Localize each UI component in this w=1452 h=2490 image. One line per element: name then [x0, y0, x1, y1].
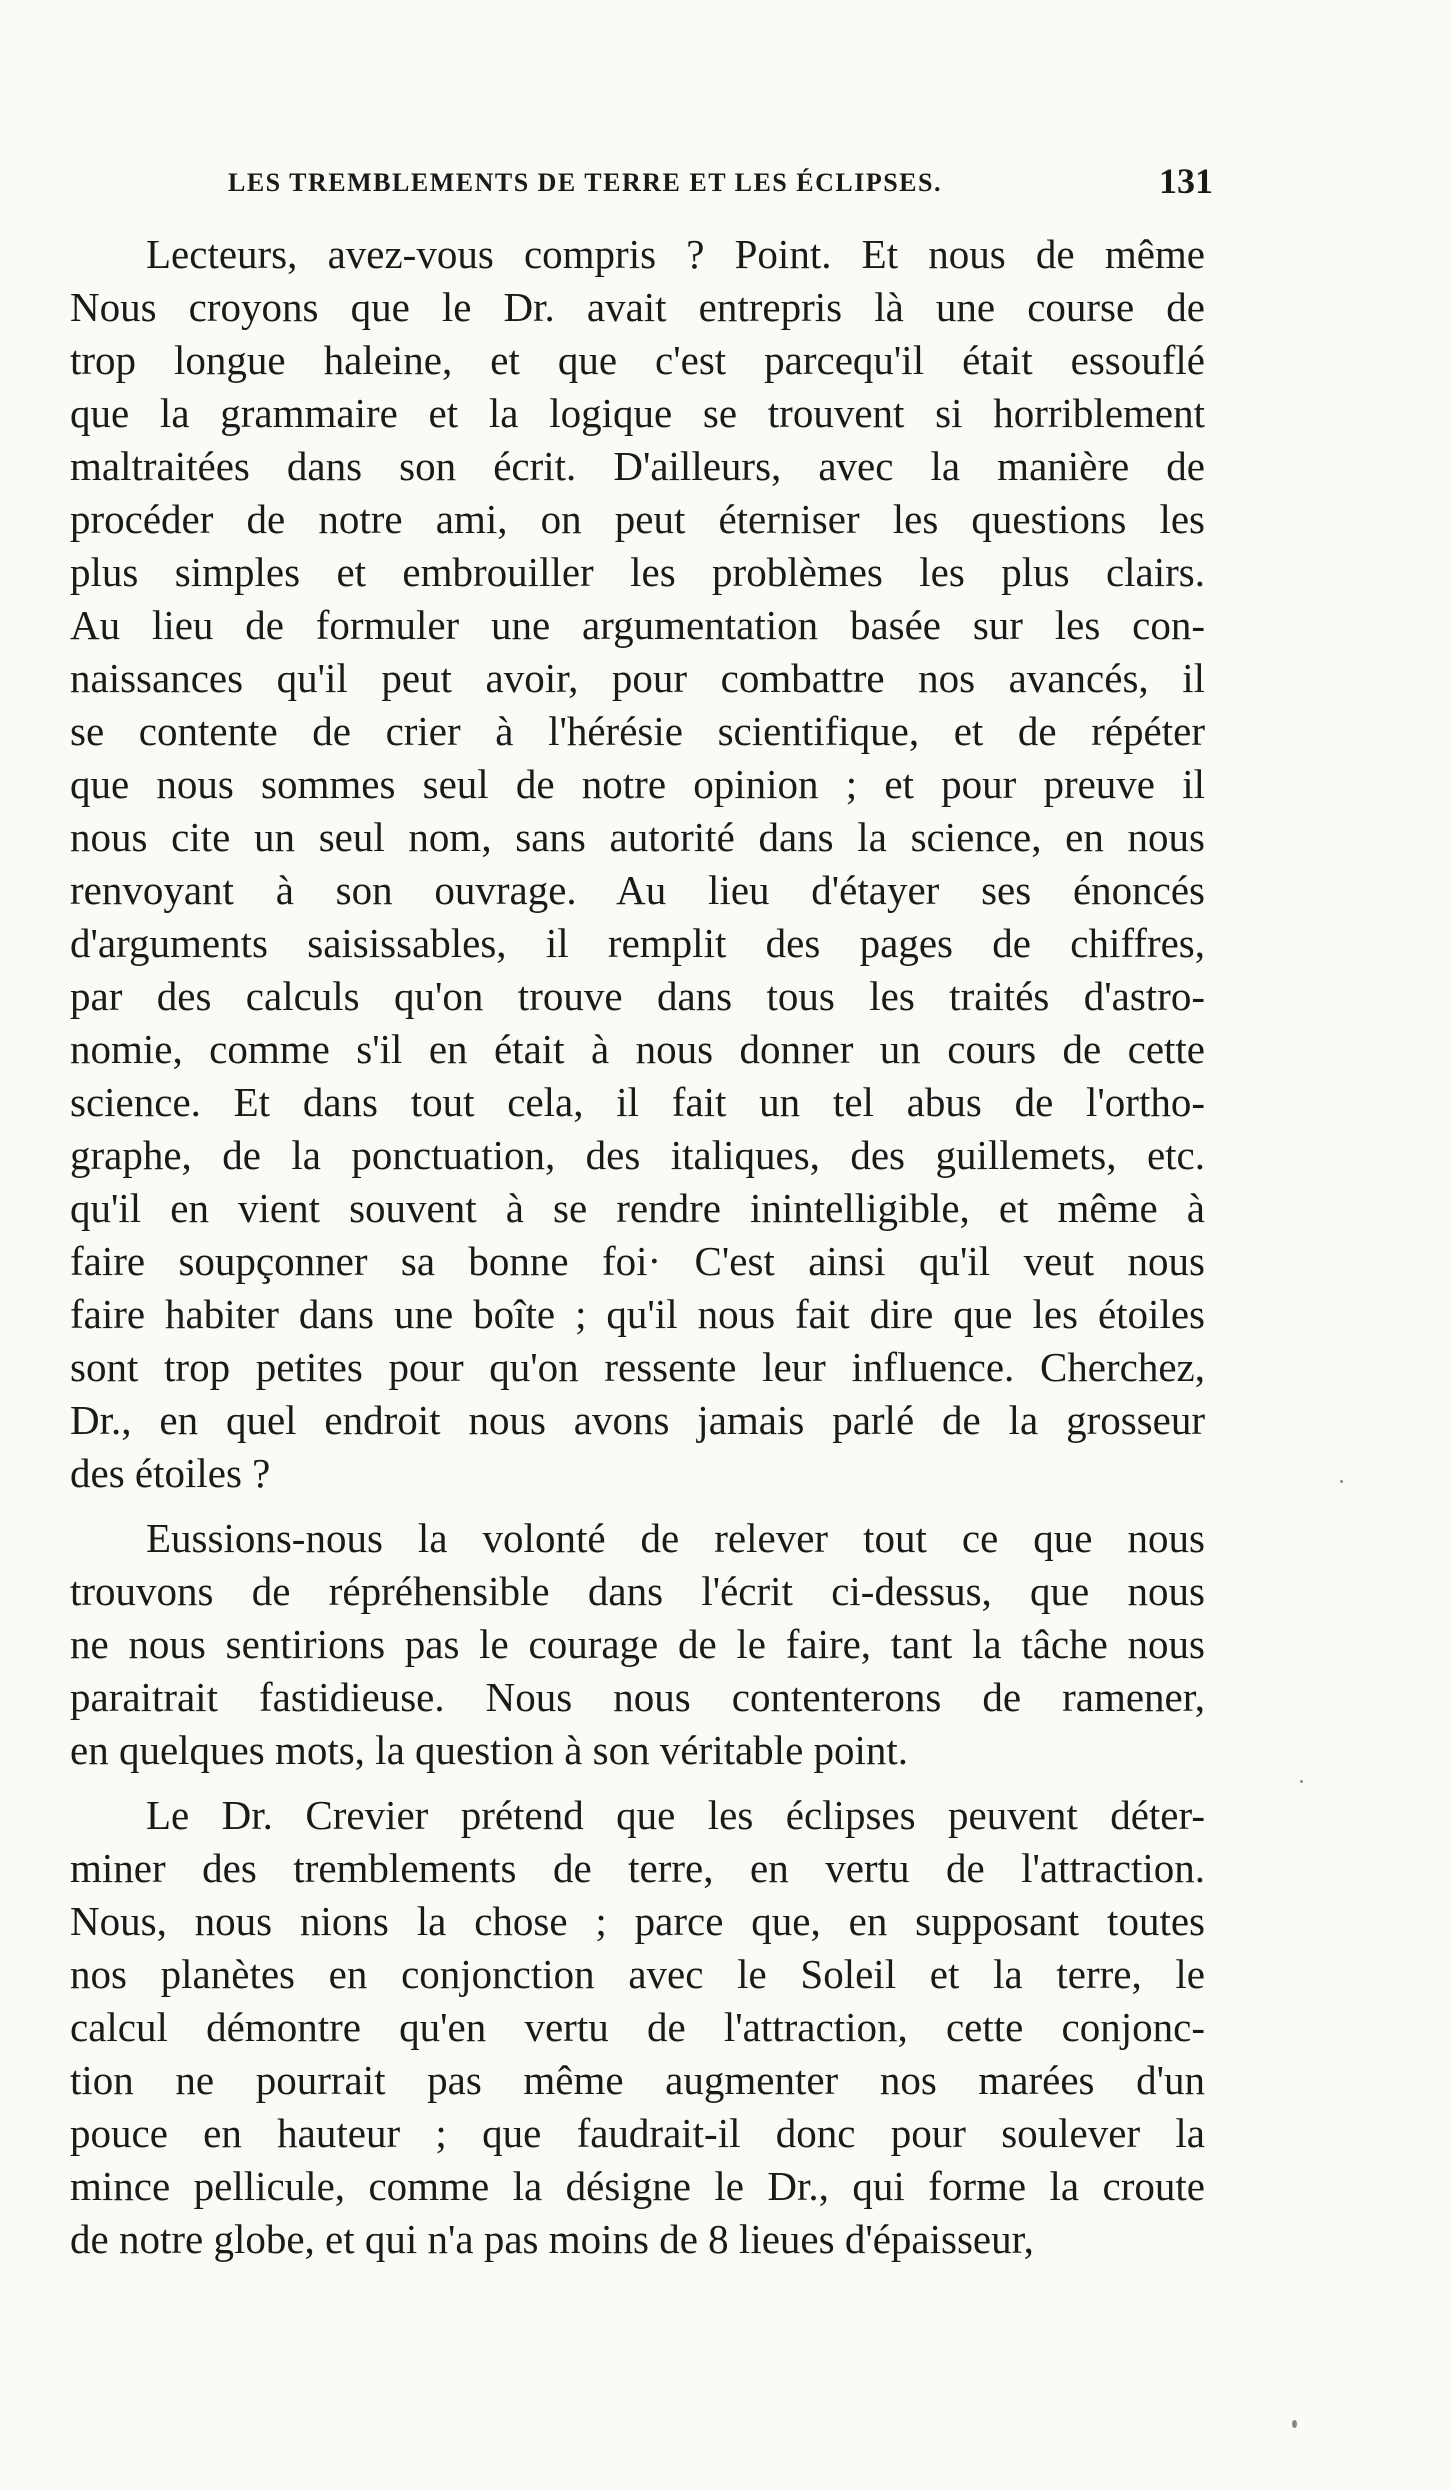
text-line: procéder de notre ami, on peut éterniser les questions les	[70, 496, 1205, 542]
page-header	[228, 160, 1213, 210]
text-line: ne nous sentirions pas le courage de le faire, tant la tâche nous	[70, 1621, 1205, 1667]
text-line: nos planètes en conjonction avec le Soleil et la terre, le	[70, 1951, 1205, 1997]
text-line: naissances qu'il peut avoir, pour combattre nos avancés, il	[70, 655, 1205, 701]
text-line: que nous sommes seul de notre opinion ; et pour preuve il	[70, 761, 1205, 807]
text-line: mince pellicule, comme la désigne le Dr., qui forme la croute	[70, 2163, 1205, 2209]
text-line: calcul démontre qu'en vertu de l'attraction, cette conjonc-	[70, 2004, 1205, 2050]
text-line: tion ne pourrait pas même augmenter nos marées d'un	[70, 2057, 1205, 2103]
text-line: miner des tremblements de terre, en vertu de l'attraction.	[70, 1845, 1205, 1891]
text-line: par des calculs qu'on trouve dans tous les traités d'astro-	[70, 973, 1205, 1019]
scan-speck	[1340, 1480, 1343, 1483]
paragraph	[70, 228, 1205, 1500]
text-line: trop longue haleine, et que c'est parcequ'il était essouflé	[70, 337, 1205, 383]
running-head: LES TREMBLEMENTS DE TERRE ET LES ÉCLIPSES.	[228, 168, 942, 197]
text-line: des étoiles ?	[70, 1450, 271, 1496]
text-line: d'arguments saisissables, il remplit des pages de chiffres,	[70, 920, 1205, 966]
text-line: nomie, comme s'il en était à nous donner un cours de cette	[70, 1026, 1205, 1072]
text-line: faire soupçonner sa bonne foi· C'est ainsi qu'il veut nous	[70, 1238, 1205, 1284]
text-line: paraitrait fastidieuse. Nous nous contenterons de ramener,	[70, 1674, 1205, 1720]
page-number: 131	[1159, 161, 1213, 201]
text-line: renvoyant à son ouvrage. Au lieu d'étayer ses énoncés	[70, 867, 1205, 913]
text-line: Eussions-nous la volonté de relever tout ce que nous	[146, 1515, 1205, 1561]
text-line: Nous croyons que le Dr. avait entrepris là une course de	[70, 284, 1205, 330]
text-line: plus simples et embrouiller les problèmes les plus clairs.	[70, 549, 1205, 595]
text-line: maltraitées dans son écrit. D'ailleurs, avec la manière de	[70, 443, 1205, 489]
body-text	[70, 228, 1205, 2266]
text-line: graphe, de la ponctuation, des italiques, des guillemets, etc.	[70, 1132, 1205, 1178]
text-line: Au lieu de formuler une argumentation basée sur les con-	[70, 602, 1205, 648]
text-line: Dr., en quel endroit nous avons jamais parlé de la grosseur	[70, 1397, 1205, 1443]
text-line: pouce en hauteur ; que faudrait-il donc pour soulever la	[70, 2110, 1205, 2156]
paragraph	[70, 1512, 1205, 1777]
text-line: science. Et dans tout cela, il fait un tel abus de l'ortho-	[70, 1079, 1205, 1125]
text-line: nous cite un seul nom, sans autorité dans la science, en nous	[70, 814, 1205, 860]
text-line: en quelques mots, la question à son véritable point.	[70, 1727, 909, 1773]
text-line: faire habiter dans une boîte ; qu'il nous fait dire que les étoiles	[70, 1291, 1205, 1337]
text-line: trouvons de répréhensible dans l'écrit ci-dessus, que nous	[70, 1568, 1205, 1614]
text-line: sont trop petites pour qu'on ressente leur influence. Cherchez,	[70, 1344, 1205, 1390]
text-line: qu'il en vient souvent à se rendre inintelligible, et même à	[70, 1185, 1205, 1231]
scan-speck	[1300, 1780, 1303, 1783]
text-line: de notre globe, et qui n'a pas moins de 8 lieues d'épaisseur,	[70, 2216, 1034, 2262]
text-line: que la grammaire et la logique se trouvent si horriblement	[70, 390, 1205, 436]
text-line: Lecteurs, avez-vous compris ? Point. Et nous de même	[146, 231, 1205, 277]
text-line: Nous, nous nions la chose ; parce que, en supposant toutes	[70, 1898, 1205, 1944]
text-line: se contente de crier à l'hérésie scientifique, et de répéter	[70, 708, 1205, 754]
text-line: Le Dr. Crevier prétend que les éclipses peuvent déter-	[146, 1792, 1205, 1838]
scan-speck	[1292, 2420, 1297, 2428]
paragraph	[70, 1789, 1205, 2266]
